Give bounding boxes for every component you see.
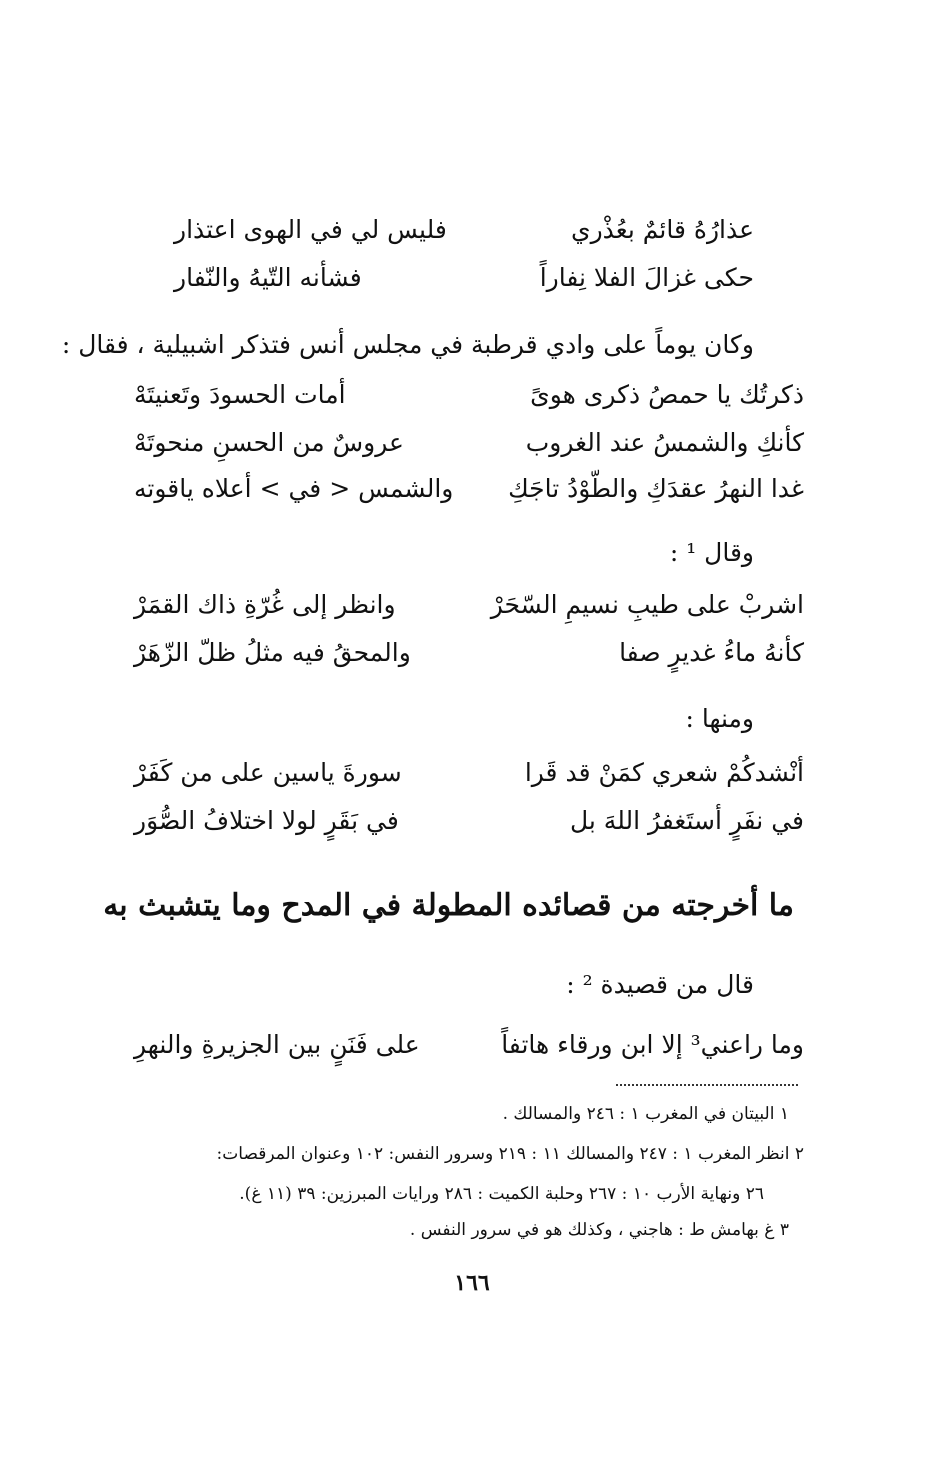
verse-second-hemistich: وانظر إلى غُرّةِ ذاك القمَرْ [134, 590, 396, 619]
verse-second-hemistich: فشأنه التّيهُ والنّفار [174, 263, 362, 292]
footnote: ٣ غ بهامش ط : هاجني ، وكذلك هو في سرور النفس . [409, 1220, 789, 1240]
verse-second-hemistich: سورةَ ياسين على من كَفَرْ [134, 758, 402, 787]
verse-second-hemistich: في بَقَرٍ لولا اختلافُ الصُّوَر [134, 806, 399, 835]
verse-first-hemistich: حكى غزالَ الفلا نِفاراً [539, 263, 754, 292]
verse-second-hemistich: والشمس < في > أعلاه ياقوته [134, 474, 454, 503]
verse-first-hemistich: كأنهُ ماءُ غديرٍ صفا [619, 638, 804, 667]
verse-line [134, 638, 804, 667]
verse-second-hemistich: أمات الحسودَ وتَعنيتَهْ [134, 380, 346, 409]
verse-line [174, 215, 754, 244]
verse-second-hemistich: على فَنَنٍ بين الجزيرةِ والنهرِ [134, 1030, 420, 1059]
intro-text: وقال ¹ : [669, 538, 754, 567]
footnote: ٢٦ ونهاية الأرب ١٠ : ٢٦٧ وحلبة الكميت : ٢٨٦ ورايات المبرزين: ٣٩ (١١ غ). [239, 1184, 764, 1204]
verse-second-hemistich: فليس لي في الهوى اعتذار [174, 215, 447, 244]
verse-line [134, 590, 804, 619]
section-heading: ما أخرجته من قصائده المطولة في المدح وما يتشبث به [103, 888, 794, 923]
verse-line [134, 806, 804, 835]
footnote: ٢ انظر المغرب ١ : ٢٤٧ والمسالك ١١ : ٢١٩ وسرور النفس: ١٠٢ وعنوان المرقصات: [216, 1144, 804, 1164]
verse-first-hemistich: كأنكِ والشمسُ عند الغروب [525, 428, 804, 457]
verse-first-hemistich: في نفَرٍ أستَغفرُ اللهَ بل [569, 806, 804, 835]
verse-line [134, 758, 804, 787]
verse-second-hemistich: عروسٌ من الحسنِ منحوتَهْ [134, 428, 404, 457]
verse-first-hemistich: عذارُهُ قائمٌ بعُذْري [571, 215, 754, 244]
verse-first-hemistich: أنْشدكُمْ شعري كمَنْ قد قَرا [524, 758, 804, 787]
verse-line [134, 428, 804, 457]
verse-line [174, 263, 754, 292]
verse-line [134, 380, 804, 409]
intro-text: وكان يوماً على وادي قرطبة في مجلس أنس فتذكر اشبيلية ، فقال : [61, 330, 754, 359]
verse-first-hemistich: غدا النهرُ عقدَكِ والطّوْدُ تاجَكِ [508, 474, 804, 503]
verse-line [134, 1030, 804, 1059]
intro-text: قال من قصيدة ² : [566, 970, 754, 999]
footnote-divider [616, 1084, 798, 1086]
verse-first-hemistich: وما راعني³ إلا ابن ورقاء هاتفاً [501, 1030, 804, 1059]
verse-first-hemistich: ذكرتُك يا حمصُ ذكرى هوىً [530, 380, 804, 409]
page-number: ١٦٦ [454, 1270, 490, 1296]
intro-text: ومنها : [685, 704, 754, 733]
verse-second-hemistich: والمحقُ فيه مثلُ ظلّ الزّهَرْ [134, 638, 411, 667]
footnote: ١ البيتان في المغرب ١ : ٢٤٦ والمسالك . [502, 1104, 789, 1124]
verse-first-hemistich: اشربْ على طيبِ نسيمِ السّحَرْ [490, 590, 804, 619]
verse-line [134, 474, 804, 503]
